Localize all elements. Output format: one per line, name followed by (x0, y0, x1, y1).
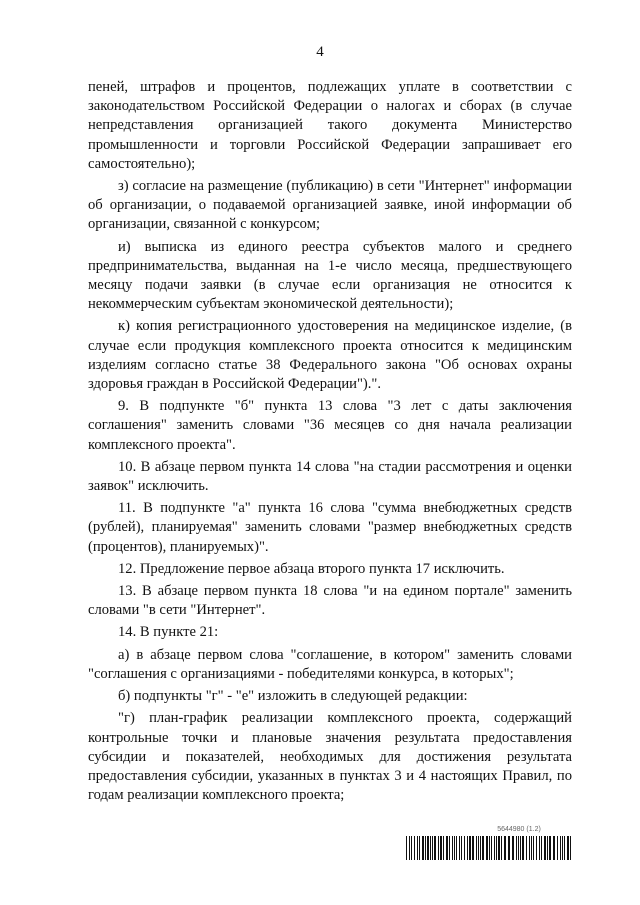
paragraph: к) копия регистрационного удостоверения на медицинское изделие, (в случае если продукция комплексного проекта относится к медицинским изделиям согласно статье 38 Федерального закона "Об основах охраны здоровья граждан в Российской Федерации").". (88, 318, 572, 393)
document-body (88, 78, 572, 808)
paragraph: 11. В подпункте "а" пункта 16 слова "сумма внебюджетных средств (рублей), планируемая" заменить словами "размер внебюджетных средств (процентов), планируемых)". (88, 500, 572, 555)
document-code: 5644980 (1.2) (497, 826, 541, 833)
paragraph: 14. В пункте 21: (118, 624, 219, 641)
paragraph: пеней, штрафов и процентов, подлежащих уплате в соответствии с законодательством Российской Федерации о налогах и сборах (в случае непредставления организацией такого документа Министерство промышленности и торговли Российской Федерации запрашивает его самостоятельно); (88, 79, 572, 172)
paragraph: з) согласие на размещение (публикацию) в сети "Интернет" информации об организации, о подаваемой организацией заявке, иной информации об организации, связанной с конкурсом; (88, 178, 572, 233)
paragraph: 10. В абзаце первом пункта 14 слова "на стадии рассмотрения и оценки заявок" исключить. (88, 458, 572, 495)
paragraph: 9. В подпункте "б" пункта 13 слова "3 лет с даты заключения соглашения" заменить словами "36 месяцев со дня начала реализации комплексного проекта". (88, 398, 572, 453)
paragraph: а) в абзаце первом слова "соглашение, в котором" заменить словами "соглашения с организациями - победителями конкурса, в которых"; (88, 646, 572, 682)
paragraph: 12. Предложение первое абзаца второго пункта 17 исключить. (118, 560, 505, 577)
barcode-icon (406, 836, 574, 860)
paragraph: б) подпункты "г" - "е" изложить в следующей редакции: (118, 688, 468, 705)
paragraph: "г) план-график реализации комплексного проекта, содержащий контрольные точки и плановые значения результата предоставления субсидии и показателей, необходимых для достижения результата предоставления субсидии, указанных в пунктах 3 и 4 настоящих Правил, по годам реализации комплексного проекта; (88, 710, 572, 804)
paragraph: и) выписка из единого реестра субъектов малого и среднего предпринимательства, выданная на 1-е число месяца, предшествующего месяцу подачи заявки (в случае если организация не относится к некоммерческим субъектам экономической деятельности); (88, 238, 572, 313)
paragraph: 13. В абзаце первом пункта 18 слова "и на едином портале" заменить словами "в сети "Интернет". (88, 583, 572, 619)
page-number: 4 (316, 44, 324, 60)
